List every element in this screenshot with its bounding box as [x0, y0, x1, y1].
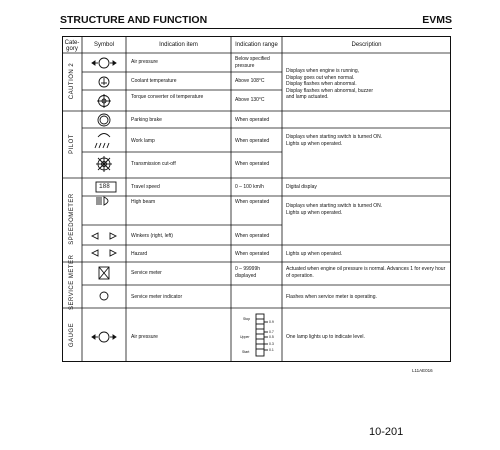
- range-service-meter: 0 – 99999h displayed: [235, 266, 261, 279]
- figure-code: L11AE016: [412, 368, 433, 373]
- category-service-meter: SERVICE METER: [69, 254, 75, 310]
- desc-pilot: Displays when starting switch is turned ON. Lights up when operated.: [286, 134, 383, 147]
- desc-service-indicator: Flashes when service meter is operating.: [286, 294, 377, 300]
- work-lamp-icon: [95, 134, 110, 149]
- item-work: Work lamp: [131, 138, 155, 144]
- col-symbol: Symbol: [93, 42, 114, 48]
- item-hazard: Hazard: [131, 251, 148, 257]
- range-work: When operated: [235, 138, 270, 144]
- transmission-cutoff-icon: [96, 156, 112, 172]
- desc-air-pressure-gauge: One lamp lights up to indicate level.: [286, 334, 365, 340]
- gauge-label-start: Start: [242, 350, 250, 354]
- range-transmission: When operated: [235, 161, 270, 167]
- range-torque: Above 130°C: [235, 97, 265, 103]
- category-gauge: GAUGE: [69, 322, 75, 348]
- range-coolant: Above 108°C: [235, 78, 265, 84]
- gauge-bar-stack: [256, 314, 268, 356]
- category-speedometer: SPEEDOMETER: [69, 193, 75, 245]
- range-travel: 0 – 100 km/h: [235, 184, 264, 190]
- item-travel: Travel speed: [131, 184, 160, 190]
- desc-hazard: Lights up when operated.: [286, 251, 343, 257]
- service-indicator-icon: [100, 292, 108, 300]
- section-label: EVMS: [422, 14, 452, 26]
- category-caution: CAUTION 2: [69, 62, 75, 100]
- item-winker: Winkers (right, left): [131, 233, 173, 239]
- gauge-value: 0.5: [269, 335, 274, 339]
- hourglass-icon: [99, 267, 109, 279]
- torque-converter-icon: [97, 94, 111, 108]
- gauge-label-upper: Upper: [240, 335, 250, 339]
- col-range: Indication range: [235, 42, 278, 48]
- range-hazard: When operated: [235, 251, 270, 257]
- item-service-meter: Service meter: [131, 270, 162, 276]
- desc-travel: Digital display: [286, 184, 317, 190]
- desc-service-meter: Actuated when engine oil pressure is normal. Advances 1 for every hour of operation.: [286, 266, 446, 279]
- range-high-beam: When operated: [235, 199, 270, 205]
- item-air-pressure: Air pressure: [131, 59, 158, 65]
- gauge-value: 0.7: [269, 330, 274, 334]
- gauge-value: 0.3: [269, 342, 274, 346]
- gauge-value: 0.1: [269, 348, 274, 352]
- range-parking: When operated: [235, 117, 270, 123]
- item-service-indicator: Service meter indicator: [131, 294, 183, 300]
- item-high-beam: High beam: [131, 199, 156, 205]
- coolant-temperature-icon: [99, 77, 109, 87]
- item-air-pressure-gauge: Air pressure: [131, 334, 158, 340]
- item-coolant: Coolant temperature: [131, 78, 177, 84]
- page-title: STRUCTURE AND FUNCTION: [60, 14, 208, 26]
- col-description: Description: [351, 42, 382, 48]
- winker-icon: [92, 233, 116, 239]
- high-beam-icon: [96, 197, 108, 205]
- col-category: Cate- gory: [64, 40, 80, 52]
- gauge-label-stop: Stop: [243, 317, 251, 321]
- air-pressure-icon: [92, 58, 116, 68]
- air-pressure-gauge-icon: [92, 332, 116, 342]
- item-transmission: Transmission cut-off: [131, 161, 176, 167]
- hazard-icon: [92, 250, 116, 256]
- range-air-pressure: Below specified pressure: [235, 56, 270, 69]
- item-parking: Parking brake: [131, 117, 162, 123]
- range-winker: When operated: [235, 233, 270, 239]
- category-pilot: PILOT: [69, 134, 75, 154]
- gauge-value: 0.9: [269, 320, 274, 324]
- item-torque: Torque converter oil temperature: [131, 94, 204, 100]
- page-number: 10-201: [369, 426, 404, 438]
- digital-display-text: 188: [99, 183, 110, 190]
- col-item: Indication item: [159, 42, 198, 48]
- parking-brake-icon: [98, 114, 110, 126]
- desc-caution: Displays when engine is running, Display goes out when normal. Display flashes when abnormal. Display flashes when abnormal, buzzer and lamp actuated.: [286, 68, 373, 100]
- desc-speed: Displays when starting switch is turned ON. Lights up when operated.: [286, 203, 383, 216]
